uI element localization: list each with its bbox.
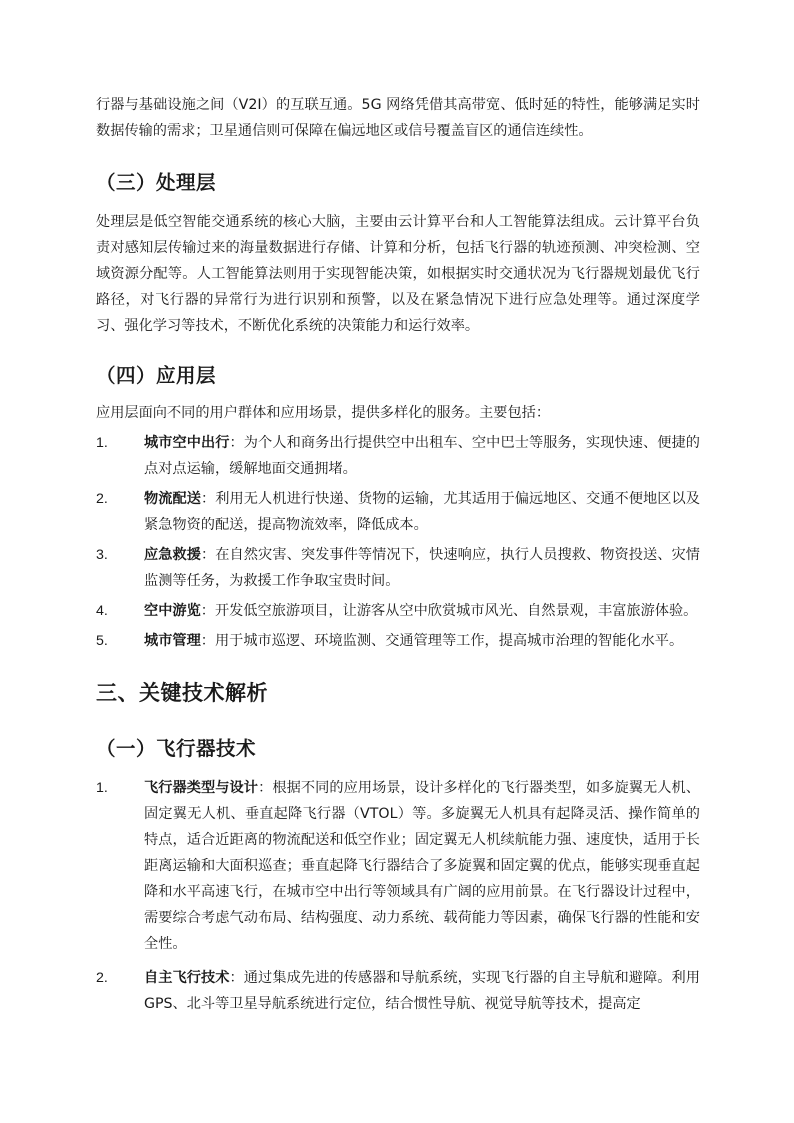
list-item-term: 飞行器类型与设计 <box>144 780 259 796</box>
list-item-desc: ：通过集成先进的传感器和导航系统，实现飞行器的自主导航和避障。利用 GPS、北斗等卫星导航系统进行定位，结合惯性导航、视觉导航等技术，提高定 <box>144 970 700 1012</box>
list-item-desc: ：在自然灾害、突发事件等情况下，快速响应，执行人员搜救、物资投送、灾情监测等任务，为救援工作争取宝贵时间。 <box>144 547 700 589</box>
application-layer-intro: 应用层面向不同的用户群体和应用场景，提供多样化的服务。主要包括： <box>96 405 551 421</box>
list-item-number: 2. <box>96 491 108 507</box>
list-item-desc: ：为个人和商务出行提供空中出租车、空中巴士等服务，实现快速、便捷的点对点运输，缓解地面交通拥堵。 <box>144 435 700 477</box>
intro-paragraph: 行器与基础设施之间（V2I）的互联互通。5G 网络凭借其高带宽、低时延的特性，能够满足实时数据传输的需求；卫星通信则可保障在偏远地区或信号覆盖盲区的通信连续性。 <box>96 97 700 139</box>
list-item-term: 城市管理 <box>144 633 201 649</box>
heading-processing-layer: （三）处理层 <box>96 171 217 194</box>
list-item-term: 自主飞行技术 <box>144 970 230 986</box>
list-item <box>96 542 700 594</box>
list-item-number: 1. <box>96 435 108 451</box>
list-item <box>96 965 700 1017</box>
list-item-term: 空中游览 <box>144 603 201 619</box>
application-list <box>96 430 700 654</box>
list-item-desc: ：用于城市巡逻、环境监测、交通管理等工作，提高城市治理的智能化水平。 <box>200 633 684 649</box>
list-item <box>96 486 700 538</box>
list-item-number: 2. <box>96 970 108 986</box>
list-item <box>96 598 700 624</box>
list-item-term: 应急救援 <box>144 547 202 563</box>
aircraft-tech-list <box>96 775 700 1017</box>
list-item <box>96 628 700 654</box>
processing-layer-paragraph: 处理层是低空智能交通系统的核心大脑，主要由云计算平台和人工智能算法组成。云计算平台负责对感知层传输过来的海量数据进行存储、计算和分析，包括飞行器的轨迹预测、冲突检测、空域资源分配等。人工智能算法则用于实现智能决策，如根据实时交通状况为飞行器规划最优飞行路径，对飞行器的异常行为进行识别和预警，以及在紧急情况下进行应急处理等。通过深度学习、强化学习等技术，不断优化系统的决策能力和运行效率。 <box>96 214 700 334</box>
heading-key-technologies: 三、关键技术解析 <box>96 681 268 705</box>
heading-application-layer: （四）应用层 <box>96 364 217 387</box>
list-item <box>96 430 700 482</box>
list-item-term: 物流配送 <box>144 491 202 507</box>
list-item-number: 4. <box>96 603 108 619</box>
list-item-desc: ：开发低空旅游项目，让游客从空中欣赏城市风光、自然景观，丰富旅游体验。 <box>200 603 698 619</box>
heading-aircraft-technology: （一）飞行器技术 <box>96 737 257 760</box>
list-item-number: 3. <box>96 547 108 563</box>
document-page <box>96 92 700 1017</box>
list-item-number: 1. <box>96 780 108 796</box>
list-item-term: 城市空中出行 <box>144 435 230 451</box>
list-item-number: 5. <box>96 633 108 649</box>
list-item <box>96 775 700 957</box>
list-item-desc: ：利用无人机进行快递、货物的运输，尤其适用于偏远地区、交通不便地区以及紧急物资的配送，提高物流效率，降低成本。 <box>144 491 700 533</box>
list-item-desc: ：根据不同的应用场景，设计多样化的飞行器类型，如多旋翼无人机、固定翼无人机、垂直起降飞行器（VTOL）等。多旋翼无人机具有起降灵活、操作简单的特点，适合近距离的物流配送和低空作业；固定翼无人机续航能力强、速度快，适用于长距离运输和大面积巡查；垂直起降飞行器结合了多旋翼和固定翼的优点，能够实现垂直起降和水平高速飞行，在城市空中出行等领域具有广阔的应用前景。在飞行器设计过程中，需要综合考虑气动布局、结构强度、动力系统、载荷能力等因素，确保飞行器的性能和安全性。 <box>144 780 700 952</box>
